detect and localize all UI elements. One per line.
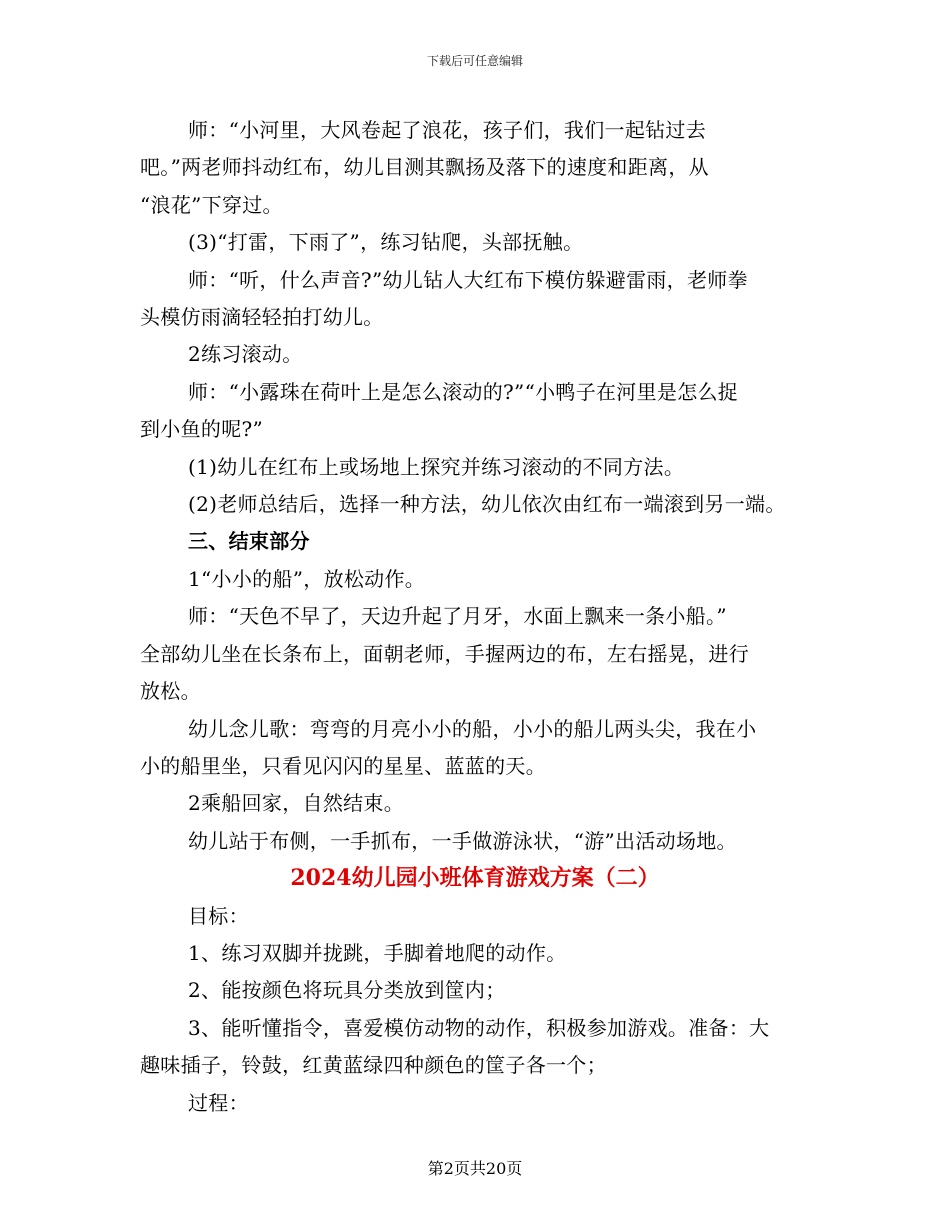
paragraph-line: 师：“天色不早了，天边升起了月牙，水面上飘来一条小船。”: [188, 604, 727, 629]
paragraph-line: (3)“打雷，下雨了”，练习钻爬，头部抚触。: [188, 230, 584, 255]
paragraph-line: 到小鱼的呢?”: [140, 417, 264, 442]
paragraph-line: 2乘船回家，自然结束。: [188, 791, 405, 816]
page-footer: 第2页共20页: [427, 1159, 523, 1178]
paragraph-line: 幼儿念儿歌：弯弯的月亮小小的船，小小的船儿两头尖，我在小: [188, 716, 757, 741]
paragraph-line: 过程：: [188, 1090, 249, 1115]
paragraph-line: 2、能按颜色将玩具分类放到筐内；: [188, 978, 506, 1003]
paragraph-line: (1)幼儿在红布上或场地上探究并练习滚动的不同方法。: [188, 454, 685, 479]
paragraph-line: 3、能听懂指令，喜爱模仿动物的动作，积极参加游戏。准备：大: [188, 1015, 770, 1040]
paragraph-line: 师：“小河里，大风卷起了浪花，孩子们，我们一起钻过去: [188, 118, 707, 142]
paragraph-line: 放松。: [140, 679, 201, 704]
paragraph-line: 吧。”两老师抖动红布，幼儿目测其飘扬及落下的速度和距离，从: [140, 155, 709, 180]
paragraph-line: 趣味插子，铃鼓，红黄蓝绿四种颜色的筐子各一个；: [140, 1053, 607, 1078]
paragraph-line: 全部幼儿坐在长条布上，面朝老师，手握两边的布，左右摇晃，进行: [140, 641, 749, 666]
paragraph-line: 师：“小露珠在荷叶上是怎么滚动的?”“小鸭子在河里是怎么捉: [188, 379, 739, 404]
paragraph-line: 2练习滚动。: [188, 342, 303, 367]
paragraph-line: 头模仿雨滴轻轻拍打幼儿。: [140, 305, 384, 330]
document-body: [140, 112, 840, 1122]
section-heading: 三、结束部分: [188, 529, 310, 554]
paragraph-line: 幼儿站于布侧，一手抓布，一手做游泳状，“游”出活动场地。: [188, 828, 737, 853]
document-title: 2024幼儿园小班体育游戏方案（二）: [290, 865, 660, 892]
paragraph-line: 目标：: [188, 903, 249, 928]
paragraph-line: 师：“听，什么声音?”幼儿钻人大红布下模仿躲避雷雨，老师拳: [188, 267, 748, 292]
paragraph-line: “浪花”下穿过。: [140, 192, 283, 217]
paragraph-line: 小的船里坐，只看见闪闪的星星、蓝蓝的天。: [140, 753, 546, 778]
paragraph-line: 1、练习双脚并拢跳，手脚着地爬的动作。: [188, 940, 567, 965]
paragraph-line: 1“小小的船”，放松动作。: [188, 566, 426, 591]
page-header: 下载后可任意编辑: [426, 54, 523, 68]
paragraph-line: (2)老师总结后，选择一种方法，幼儿依次由红布一端滚到另一端。: [188, 492, 786, 517]
